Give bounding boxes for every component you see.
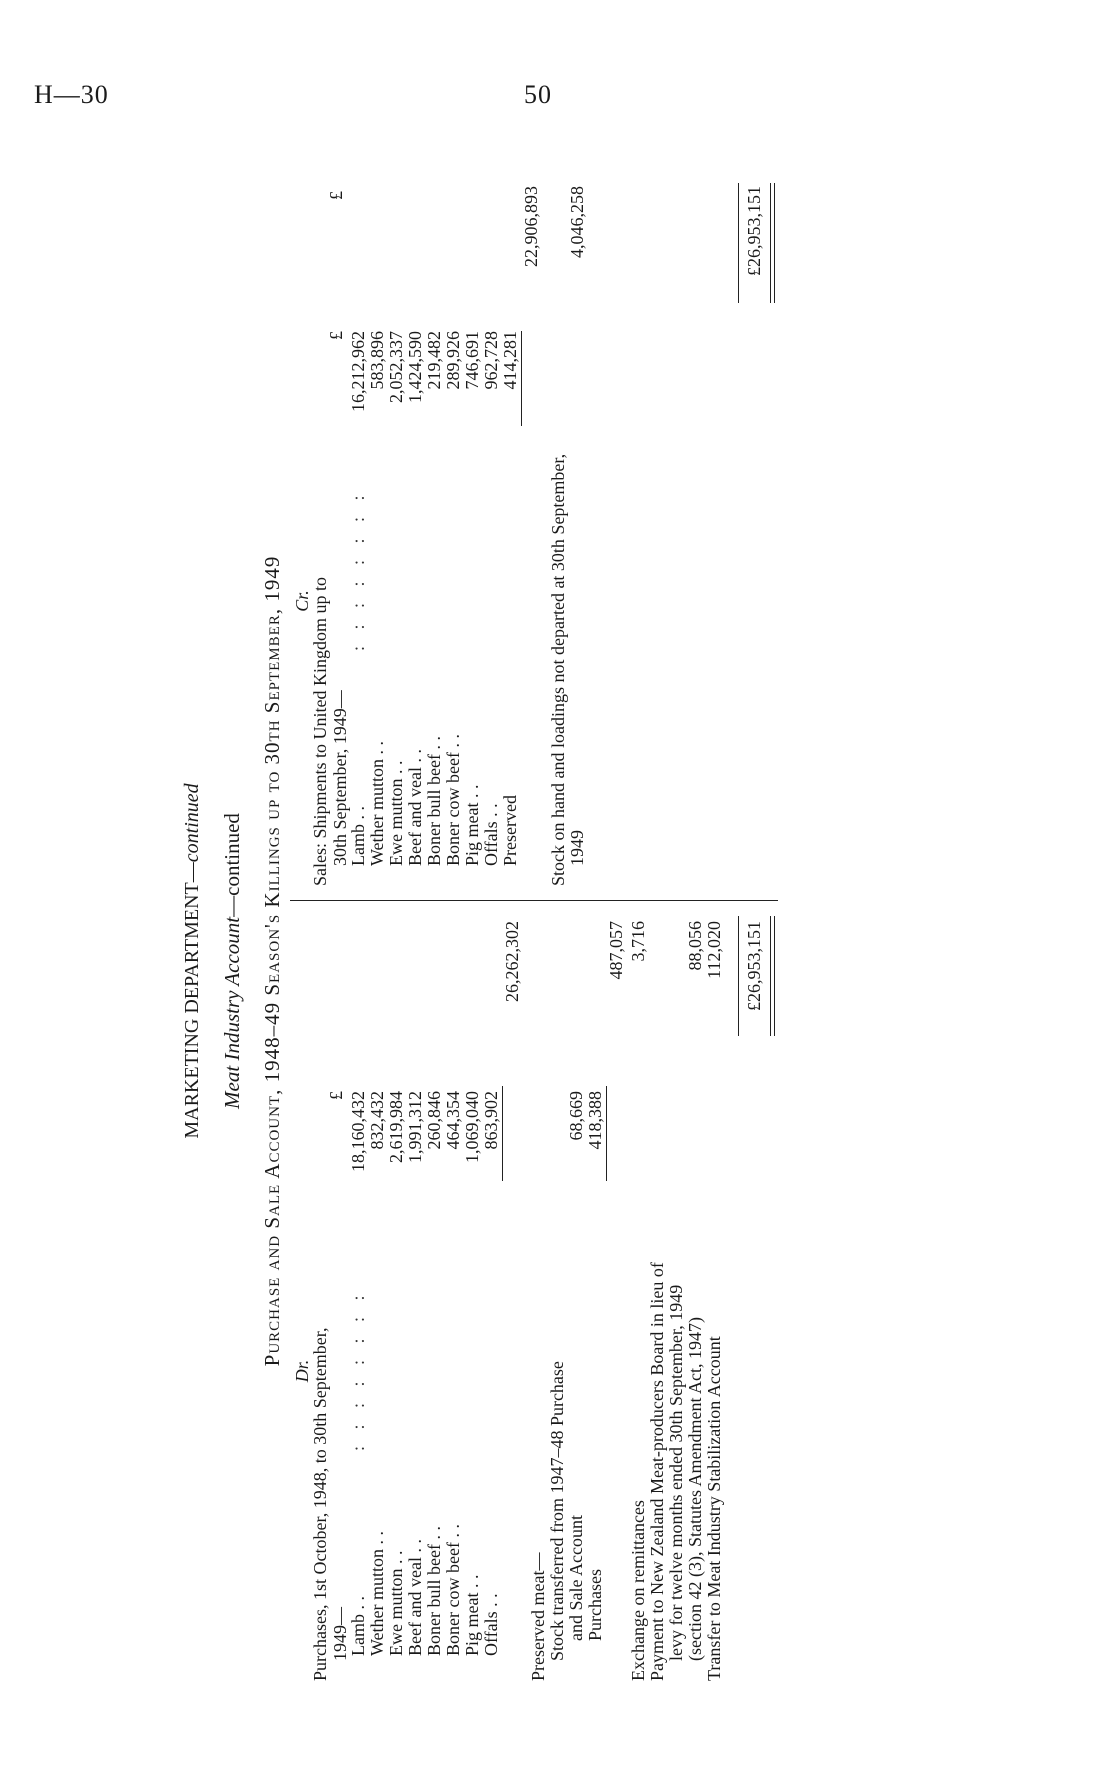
cr-item-label: Preserved [500,795,520,866]
dr-preserved-heading: Preserved meat— [528,1552,548,1681]
dr-item-value: 863,902 [481,1091,501,1150]
cr-grand-total: £26,953,151 [744,186,764,276]
dr-preserved-value1: 68,669 [566,1091,586,1141]
cr-stock-line1: Stock on hand and loadings not departed at 30th September, [548,453,568,886]
cr-sales-heading: Sales: Shipments to United Kingdom up to [310,577,330,886]
dr-payment-line1: Payment to New Zealand Meat-producers Board in lieu of [647,1262,667,1681]
dr-preserved-line3: Purchases [585,1569,605,1641]
dr-payment-line3: (section 42 (3), Statutes Amendment Act, 1947) [685,1317,705,1661]
dr-preserved-value2: 418,388 [585,1091,605,1150]
dr-preserved-total: 487,057 [606,921,626,980]
account-subtitle: Purchase and Sale Account, 1948–49 Season's Killings up to 30th September, 1949 [260,555,284,1367]
cr-currency-total: £ [326,191,346,200]
dr-exchange-label: Exchange on remittances [628,1500,648,1681]
cr-item-label: Wether mutton . . [367,740,387,866]
dr-item-value: 832,432 [367,1091,387,1150]
cr-subtotal-rule [521,331,522,426]
cr-sales-heading-cont: 30th September, 1949— [330,690,350,866]
dr-total-rule-top [738,916,739,1036]
dr-purchases-heading: Purchases, 1st October, 1948, to 30th September, [310,1327,330,1681]
cr-item-value: 583,896 [367,331,387,390]
dr-total-rule-double [774,916,775,1036]
cr-item-label: Pig meat . . [462,784,482,866]
dr-preserved-line1: Stock transferred from 1947–48 Purchase [547,1361,567,1661]
department-title [182,141,202,1781]
dr-item-label: Pig meat . . [462,1574,482,1656]
cr-item-label: Beef and veal . . [405,749,425,866]
account-statement [0,141,1114,1781]
page-number: 50 [524,80,552,109]
column-divider [290,900,778,901]
dr-item-label: Boner cow beef . . [443,1524,463,1656]
dr-payment-value: 88,056 [685,921,705,971]
dr-purchases-total: 26,262,302 [502,921,522,1002]
dr-item-value: 1,069,040 [462,1091,482,1163]
cr-sales-total: 22,906,893 [521,186,541,267]
subtotal-rule [502,1086,503,1181]
dr-item-label: Ewe mutton . . [386,1550,406,1656]
dr-transfer-label: Transfer to Meat Industry Stabilization Account [704,1336,724,1681]
leader-dots: : : : : : : : : [348,1289,368,1451]
cr-item-value: 2,052,337 [386,331,406,403]
account-continued: —continued [220,813,244,917]
dr-payment-line2: levy for twelve months ended 30th September, 1949 [666,1284,686,1661]
cr-total-rule-top [738,183,739,303]
cr-currency: £ [326,331,346,340]
cr-item-label: Lamb . . [348,806,368,866]
dr-total-rule-bottom [770,916,771,1036]
cr-stock-line2: 1949 [567,830,587,866]
cr-total-rule-bottom [770,183,771,303]
dr-item-value: 260,846 [424,1091,444,1150]
dr-item-label: Wether mutton . . [367,1530,387,1656]
cr-item-value: 746,691 [462,331,482,390]
dr-item-label: Offals . . [481,1593,501,1656]
cr-item-label: Ewe mutton . . [386,760,406,866]
dr-label: Dr. [292,1359,312,1383]
cr-total-rule-double [774,183,775,303]
cr-item-value: 414,281 [500,331,520,390]
dr-item-value: 18,160,432 [348,1091,368,1172]
dr-transfer-value: 112,020 [704,921,724,979]
dr-purchases-heading-cont: 1949— [330,1607,350,1661]
department-continued: continued [181,783,203,863]
account-title [222,141,242,1781]
dr-preserved-line2: and Sale Account [566,1515,586,1641]
cr-item-value: 219,482 [424,331,444,390]
cr-item-label: Offals . . [481,803,501,866]
cr-item-value: 16,212,962 [348,331,368,412]
dr-item-label: Boner bull beef . . [424,1526,444,1656]
cr-stock-value: 4,046,258 [567,186,587,258]
account-name: Meat Industry Account [220,916,244,1109]
dr-item-value: 2,619,984 [386,1091,406,1163]
cr-item-label: Boner cow beef . . [443,734,463,866]
cr-label: Cr. [292,590,312,612]
page-code: H—30 [34,80,109,109]
leader-dots: : : : : : : : : [348,489,368,651]
preserved-rule [606,1086,607,1181]
dr-item-label: Beef and veal . . [405,1539,425,1656]
cr-item-value: 289,926 [443,331,463,390]
dr-item-value: 1,991,312 [405,1091,425,1163]
dr-currency: £ [326,1091,346,1100]
cr-item-label: Boner bull beef . . [424,736,444,866]
department-name: MARKETING DEPARTMENT— [181,862,203,1139]
cr-item-value: 1,424,590 [405,331,425,403]
cr-item-value: 962,728 [481,331,501,390]
dr-grand-total: £26,953,151 [744,921,764,1011]
dr-item-value: 464,354 [443,1091,463,1150]
dr-item-label: Lamb . . [348,1596,368,1656]
dr-exchange-value: 3,716 [628,921,648,962]
